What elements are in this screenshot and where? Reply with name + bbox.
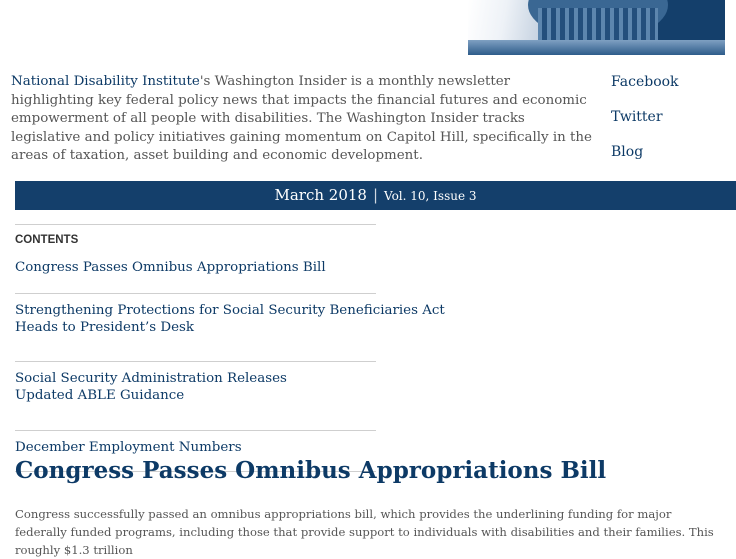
toc-link-able-guidance[interactable]: Social Security Administration Releases Updated ABLE Guidance xyxy=(15,371,287,403)
social-links xyxy=(611,72,721,177)
contents-heading: CONTENTS xyxy=(15,224,376,260)
article-title: Congress Passes Omnibus Appropriations Bill xyxy=(15,457,607,484)
issue-separator: | xyxy=(372,186,379,204)
issue-bar xyxy=(15,181,736,210)
issue-volume: Vol. 10, Issue 3 xyxy=(384,189,477,203)
ndi-link[interactable]: National Disability Institute xyxy=(11,74,200,89)
article-body: Congress successfully passed an omnibus appropriations bill, which provides the underlining funding for major federally funded programs, including those that provide support to individuals with disabilities and their families. This roughly $1.3 trillion xyxy=(15,507,714,557)
intro-paragraph xyxy=(11,73,596,166)
toc-link-ssa-protections[interactable]: Strengthening Protections for Social Security Beneficiaries Act Heads to President’s Desk xyxy=(15,303,445,335)
twitter-link[interactable]: Twitter xyxy=(611,109,663,125)
header-banner-image xyxy=(468,0,725,55)
table-of-contents xyxy=(15,224,445,472)
facebook-link[interactable]: Facebook xyxy=(611,74,679,90)
toc-link-omnibus[interactable]: Congress Passes Omnibus Appropriations Bill xyxy=(15,260,326,275)
issue-date: March 2018 xyxy=(274,186,367,204)
intro-text: 's Washington Insider is a monthly newsletter highlighting key federal policy news that impacts the financial futures and economic empowerment of all people with disabilities. The Washington Insider tracks legislative and policy initiatives gaining momentum on Capitol Hill, specifically in the areas of taxation, asset building and economic development. xyxy=(11,74,592,163)
toc-link-employment[interactable]: December Employment Numbers xyxy=(15,440,242,455)
blog-link[interactable]: Blog xyxy=(611,144,644,160)
